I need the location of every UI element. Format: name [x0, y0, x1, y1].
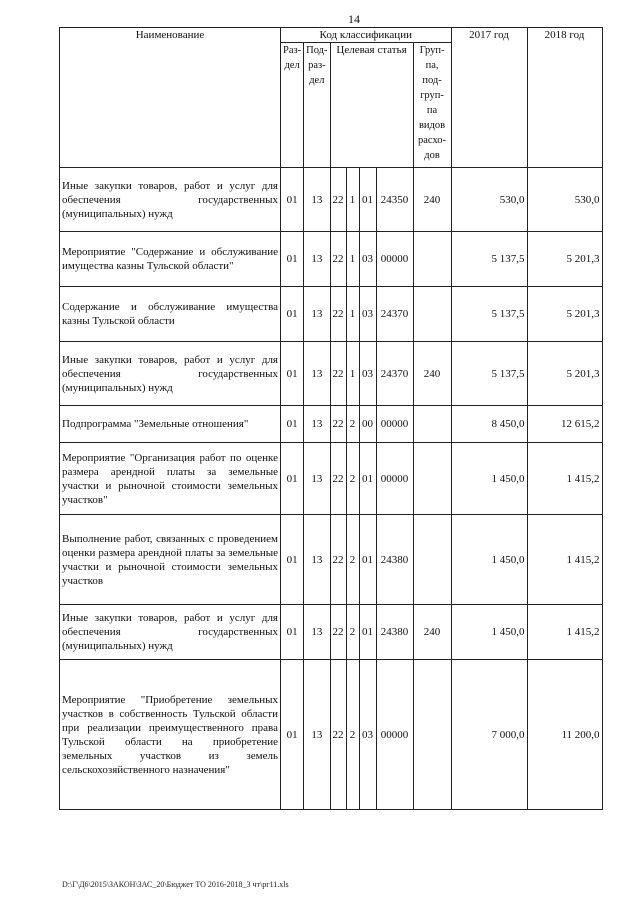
row-podrazdel: 13 — [304, 660, 330, 810]
row-cs1: 22 — [330, 232, 346, 287]
row-group — [413, 287, 451, 342]
row-y2017: 5 137,5 — [451, 232, 527, 287]
row-cs4: 00000 — [376, 406, 413, 443]
row-cs2: 2 — [346, 443, 359, 515]
row-y2018: 1 415,2 — [527, 515, 602, 605]
row-cs2: 1 — [346, 287, 359, 342]
row-name: Подпрограмма "Земельные отношения" — [60, 406, 281, 443]
row-y2018: 1 415,2 — [527, 605, 602, 660]
row-cs2: 1 — [346, 342, 359, 406]
row-cs3: 01 — [359, 605, 376, 660]
row-razdel: 01 — [281, 660, 304, 810]
header-expense-group: Груп-па, под-груп-па видов расхо-дов — [413, 43, 451, 168]
row-cs2: 2 — [346, 406, 359, 443]
row-cs1: 22 — [330, 605, 346, 660]
row-cs1: 22 — [330, 168, 346, 232]
row-razdel: 01 — [281, 287, 304, 342]
row-cs1: 22 — [330, 515, 346, 605]
row-cs3: 01 — [359, 443, 376, 515]
header-year-2017: 2017 год — [451, 28, 527, 168]
row-y2018: 5 201,3 — [527, 287, 602, 342]
row-group: 240 — [413, 342, 451, 406]
row-y2018: 1 415,2 — [527, 443, 602, 515]
header-classification-code: Код классификации — [281, 28, 452, 43]
row-name: Мероприятие "Организация работ по оценке размера арендной платы за земельные участки и рыночной стоимости земельных участков" — [60, 443, 281, 515]
row-podrazdel: 13 — [304, 515, 330, 605]
row-y2017: 5 137,5 — [451, 342, 527, 406]
row-group — [413, 443, 451, 515]
row-y2017: 7 000,0 — [451, 660, 527, 810]
table-row — [60, 406, 603, 443]
row-cs2: 2 — [346, 515, 359, 605]
row-cs3: 00 — [359, 406, 376, 443]
row-y2018: 5 201,3 — [527, 342, 602, 406]
row-group — [413, 232, 451, 287]
row-podrazdel: 13 — [304, 287, 330, 342]
row-razdel: 01 — [281, 232, 304, 287]
row-cs4: 24350 — [376, 168, 413, 232]
header-section: Раз-дел — [281, 43, 304, 168]
table-row — [60, 232, 603, 287]
row-razdel: 01 — [281, 443, 304, 515]
row-cs4: 24370 — [376, 287, 413, 342]
row-razdel: 01 — [281, 168, 304, 232]
row-y2017: 1 450,0 — [451, 443, 527, 515]
row-group: 240 — [413, 168, 451, 232]
row-group — [413, 406, 451, 443]
row-name: Иные закупки товаров, работ и услуг для обеспечения государственных (муниципальных) нужд — [60, 168, 281, 232]
row-name: Выполнение работ, связанных с проведением оценки размера арендной платы за земельные участки и рыночной стоимости земельных участков — [60, 515, 281, 605]
row-razdel: 01 — [281, 342, 304, 406]
row-group: 240 — [413, 605, 451, 660]
row-cs2: 1 — [346, 232, 359, 287]
row-podrazdel: 13 — [304, 443, 330, 515]
row-cs1: 22 — [330, 406, 346, 443]
table-row — [60, 287, 603, 342]
row-y2018: 12 615,2 — [527, 406, 602, 443]
row-y2017: 5 137,5 — [451, 287, 527, 342]
row-cs2: 1 — [346, 168, 359, 232]
row-cs2: 2 — [346, 660, 359, 810]
table-row — [60, 605, 603, 660]
file-path-footer: D:\Г\Д6\2015\ЗАКОН\ЗАС_20\Бюджет ТО 2016-2018_3 чт\рг11.xls — [62, 880, 289, 889]
row-cs1: 22 — [330, 287, 346, 342]
page-number: 14 — [348, 12, 360, 26]
row-cs3: 01 — [359, 515, 376, 605]
row-cs4: 24380 — [376, 605, 413, 660]
row-group — [413, 660, 451, 810]
row-name: Мероприятие "Приобретение земельных участков в собственность Тульской области при реализации преимущественного права Тульской области на приобретение земельных участков из земель сельскохозяйственного назначения" — [60, 660, 281, 810]
row-y2017: 530,0 — [451, 168, 527, 232]
row-cs3: 03 — [359, 342, 376, 406]
header-subsection: Под-раз-дел — [304, 43, 330, 168]
table-row — [60, 660, 603, 810]
row-cs4: 24370 — [376, 342, 413, 406]
row-cs3: 03 — [359, 232, 376, 287]
row-y2018: 530,0 — [527, 168, 602, 232]
row-cs2: 2 — [346, 605, 359, 660]
row-y2017: 1 450,0 — [451, 605, 527, 660]
row-cs4: 00000 — [376, 660, 413, 810]
row-y2017: 1 450,0 — [451, 515, 527, 605]
row-group — [413, 515, 451, 605]
table-row — [60, 515, 603, 605]
row-cs3: 03 — [359, 287, 376, 342]
row-podrazdel: 13 — [304, 168, 330, 232]
row-podrazdel: 13 — [304, 232, 330, 287]
row-razdel: 01 — [281, 605, 304, 660]
row-name: Иные закупки товаров, работ и услуг для обеспечения государственных (муниципальных) нужд — [60, 342, 281, 406]
row-y2017: 8 450,0 — [451, 406, 527, 443]
row-cs1: 22 — [330, 443, 346, 515]
row-podrazdel: 13 — [304, 605, 330, 660]
row-name: Иные закупки товаров, работ и услуг для обеспечения государственных (муниципальных) нужд — [60, 605, 281, 660]
row-cs3: 01 — [359, 168, 376, 232]
row-podrazdel: 13 — [304, 342, 330, 406]
row-podrazdel: 13 — [304, 406, 330, 443]
table-row — [60, 443, 603, 515]
row-cs1: 22 — [330, 342, 346, 406]
header-year-2018: 2018 год — [527, 28, 602, 168]
table-row — [60, 342, 603, 406]
row-razdel: 01 — [281, 515, 304, 605]
row-cs3: 03 — [359, 660, 376, 810]
row-cs1: 22 — [330, 660, 346, 810]
row-cs4: 00000 — [376, 443, 413, 515]
table-row — [60, 168, 603, 232]
header-target-item: Целевая статья — [330, 43, 413, 168]
row-cs4: 00000 — [376, 232, 413, 287]
header-name: Наименование — [60, 28, 281, 168]
row-y2018: 5 201,3 — [527, 232, 602, 287]
row-razdel: 01 — [281, 406, 304, 443]
row-cs4: 24380 — [376, 515, 413, 605]
row-name: Содержание и обслуживание имущества казны Тульской области — [60, 287, 281, 342]
row-y2018: 11 200,0 — [527, 660, 602, 810]
row-name: Мероприятие "Содержание и обслуживание имущества казны Тульской области" — [60, 232, 281, 287]
budget-table — [59, 27, 603, 810]
